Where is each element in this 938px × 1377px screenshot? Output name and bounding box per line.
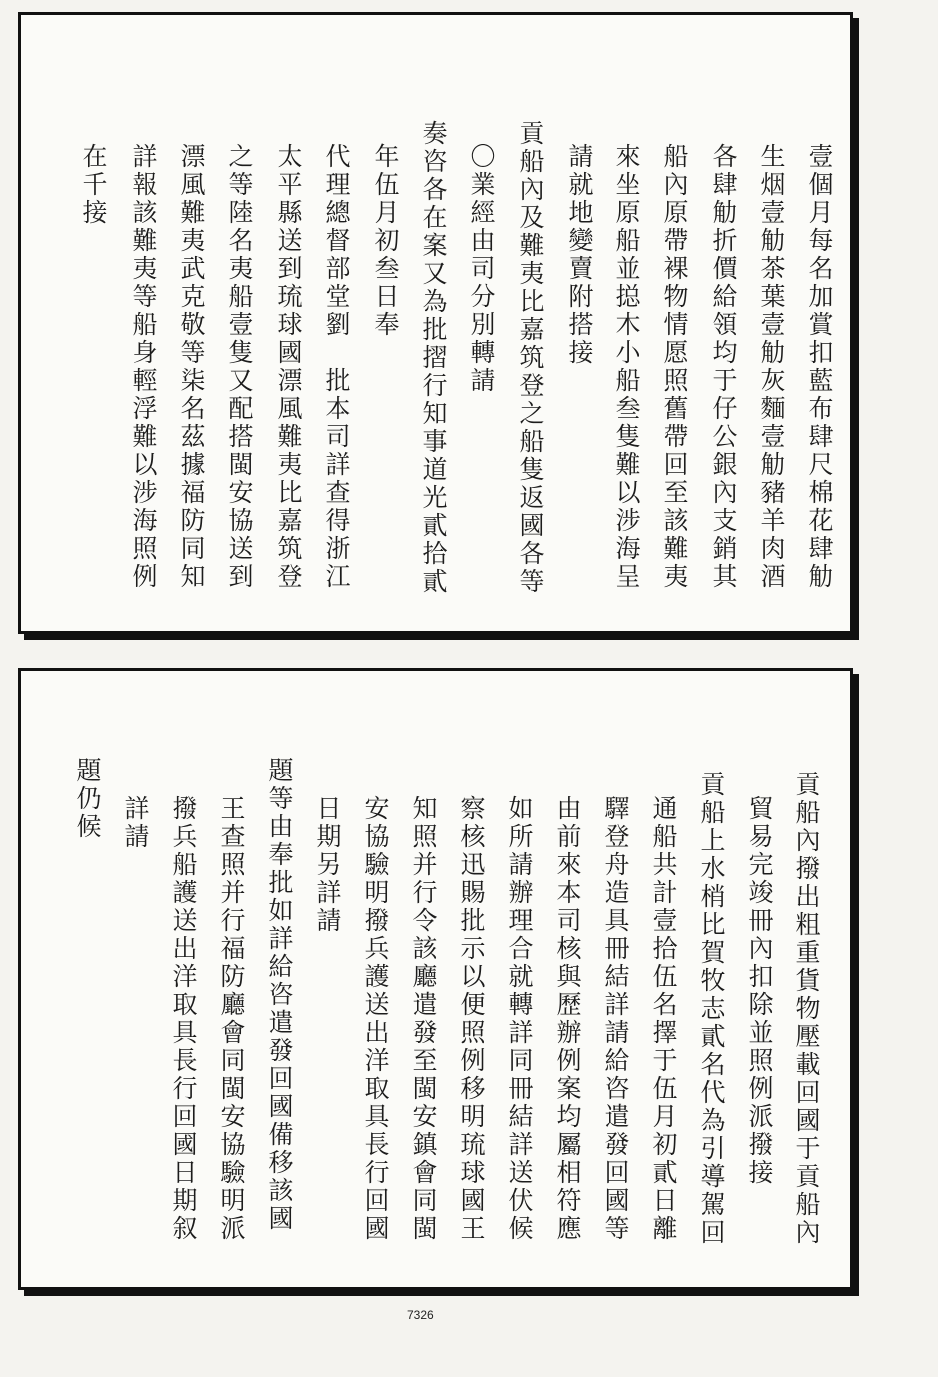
- text-column: 各肆觔折價給領均于仔公銀內支銷其: [709, 143, 738, 591]
- text-column: 來坐原船並搃木小船叁隻難以涉海呈: [612, 143, 641, 591]
- text-column: 年伍月初叁日奉: [371, 143, 400, 339]
- text-column: 驛登舟造具冊結詳請給咨遣發回國等: [601, 795, 630, 1243]
- text-column: 由前來本司核與歷辦例案均屬相符應: [553, 795, 582, 1243]
- text-column: 題仍候: [73, 757, 102, 841]
- text-column: 詳請: [121, 795, 150, 851]
- text-column: 通船共計壹拾伍名擇于伍月初貳日離: [649, 795, 678, 1243]
- document-panel-top: [18, 12, 853, 634]
- text-column: 王查照并行福防廳會同閩安協驗明派: [217, 795, 246, 1243]
- text-column: 貢船上水梢比賀牧志貳名代為引導駕回: [697, 771, 726, 1247]
- text-column: 貢船內撥出粗重貨物壓載回國于貢船內: [792, 771, 821, 1247]
- text-column: 貿易完竣冊內扣除並照例派撥接: [745, 795, 774, 1187]
- text-column: 代理總督部堂劉 批本司詳查得浙江: [322, 143, 351, 591]
- text-column: 生烟壹觔茶葉壹觔灰麵壹觔豬羊肉酒: [757, 143, 786, 591]
- text-column: 船內原帶裸物情愿照舊帶回至該難夷: [660, 143, 689, 591]
- text-column: 貢船內及難夷比嘉筑登之船隻返國各等: [516, 120, 545, 596]
- text-column: 〇業經由司分別轉請: [467, 143, 496, 395]
- text-column: 察核迅賜批示以便照例移明琉球國王: [457, 795, 486, 1243]
- text-column: 如所請辦理合就轉詳同冊結詳送伏候: [505, 795, 534, 1243]
- text-column: 太平縣送到琉球國漂風難夷比嘉筑登: [274, 143, 303, 591]
- text-column: 漂風難夷武克敬等柒名茲據福防同知: [177, 143, 206, 591]
- text-column: 題等由奉批如詳給咨遣發回國備移該國: [265, 757, 294, 1233]
- document-panel-bottom: [18, 668, 853, 1290]
- text-column: 奏咨各在案又為批摺行知事道光貳拾貳: [419, 120, 448, 596]
- text-column: 撥兵船護送出洋取具長行回國日期叙: [169, 795, 198, 1243]
- text-column: 之等陸名夷船壹隻又配搭閩安協送到: [225, 143, 254, 591]
- text-column: 日期另詳請: [313, 795, 342, 935]
- page-number: 7326: [407, 1308, 434, 1322]
- text-column: 詳報該難夷等船身輕浮難以涉海照例: [129, 143, 158, 591]
- text-column: 安協驗明撥兵護送出洋取具長行回國: [361, 795, 390, 1243]
- text-column: 知照并行令該廳遣發至閩安鎮會同閩: [409, 795, 438, 1243]
- text-column: 壹個月每名加賞扣藍布肆尺棉花肆觔: [805, 143, 834, 591]
- text-column: 請就地變賣附搭接: [565, 143, 594, 367]
- text-column: 在千接: [79, 143, 108, 227]
